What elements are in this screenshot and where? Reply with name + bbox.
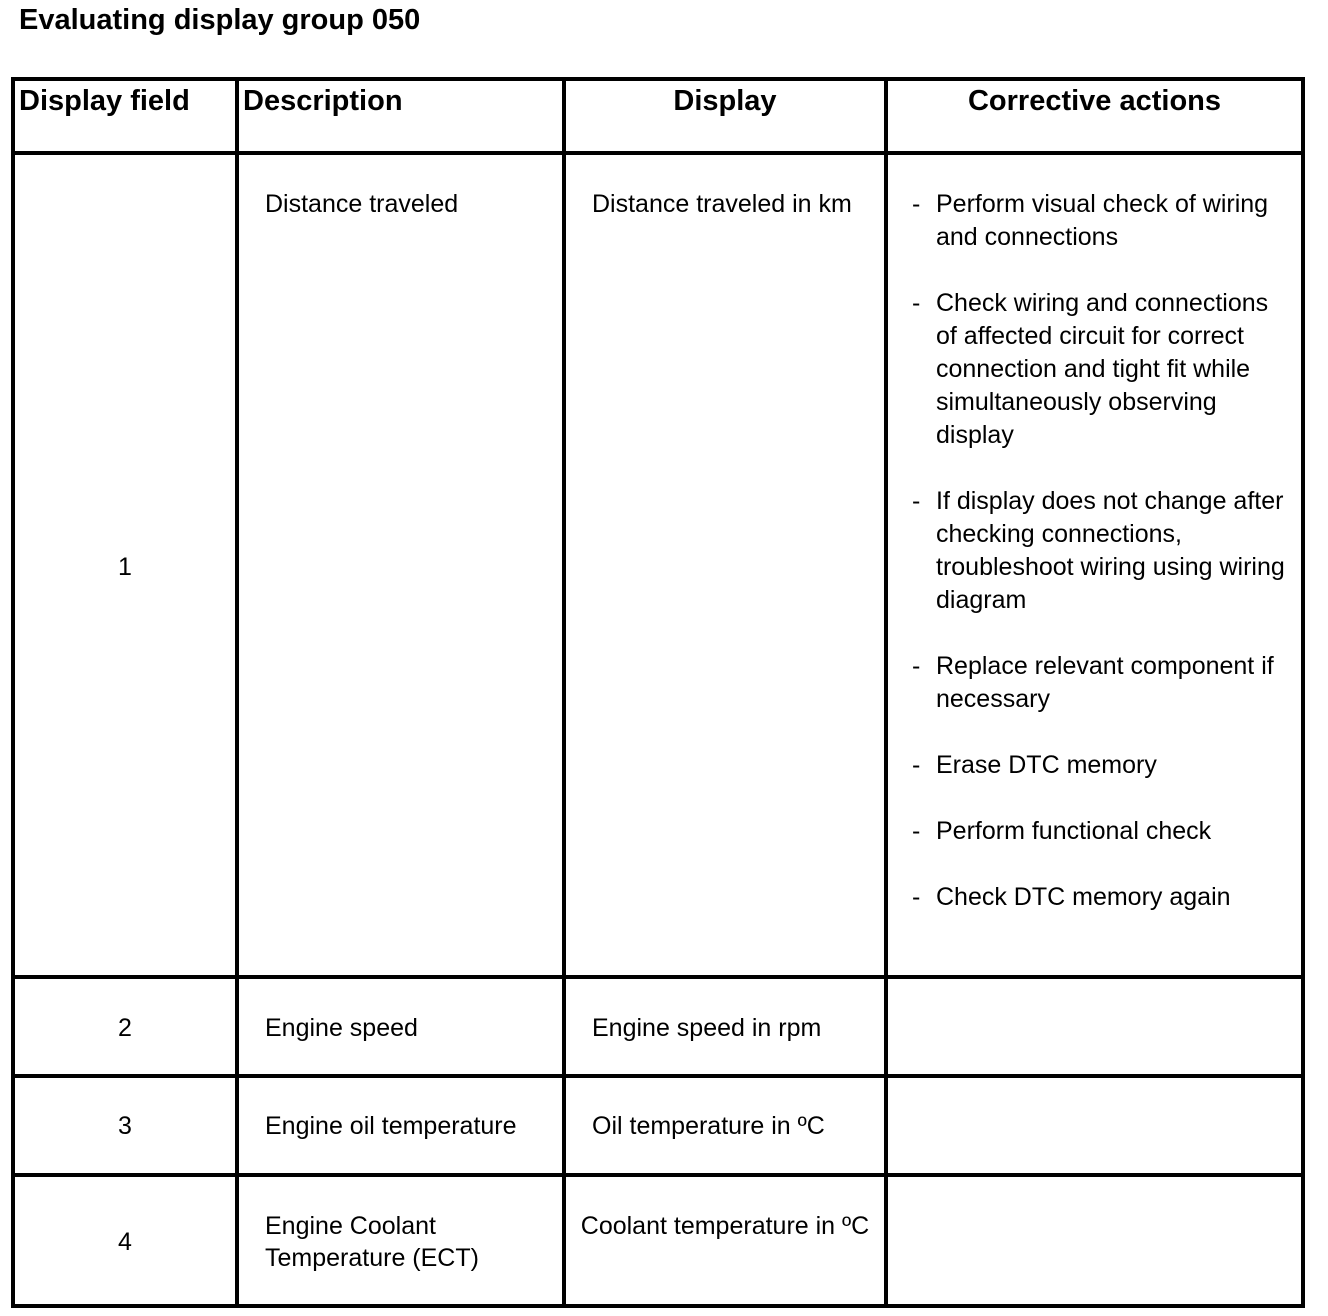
column-divider xyxy=(235,81,239,1304)
row-4-description: Engine Coolant Temperature (ECT) xyxy=(265,1212,479,1272)
action-item: - Perform functional check xyxy=(912,815,1287,848)
row-1-display: Distance traveled in km xyxy=(592,190,852,218)
action-item: - Perform visual check of wiring and connections xyxy=(912,190,1269,251)
row-3-display-field: 3 xyxy=(118,1112,132,1140)
row-1-description: Distance traveled xyxy=(265,190,459,218)
action-item: - Erase DTC memory xyxy=(912,749,1287,782)
row-2-description: Engine speed xyxy=(265,1014,418,1042)
row-3-description: Engine oil temperature xyxy=(265,1112,517,1140)
action-item: - Check DTC memory again xyxy=(912,881,1287,914)
row-divider xyxy=(15,1173,1301,1177)
action-item: - If display does not change after checking connections, troubleshoot wiring using wiring diagram xyxy=(912,487,1285,614)
row-divider xyxy=(15,1074,1301,1078)
header-description: Description xyxy=(243,85,403,117)
action-item: - Check wiring and connections of affected circuit for correct connection and tight fit while simultaneously observing display xyxy=(912,289,1269,449)
row-2-display-field: 2 xyxy=(118,1014,132,1042)
bullet-dash: - xyxy=(912,751,921,779)
row-4-display: Coolant temperature in ºC xyxy=(580,1212,870,1240)
bullet-dash: - xyxy=(912,289,921,317)
bullet-dash: - xyxy=(912,487,921,515)
bullet-dash: - xyxy=(912,883,921,911)
display-group-table xyxy=(11,77,1305,1308)
header-display-field: Display field xyxy=(19,85,190,117)
row-4-display-field: 4 xyxy=(118,1228,132,1256)
row-1-display-field: 1 xyxy=(118,553,132,581)
row-divider xyxy=(15,975,1301,979)
column-divider xyxy=(884,81,888,1304)
header-corrective-actions: Corrective actions xyxy=(967,85,1222,117)
row-1-corrective-actions xyxy=(912,188,1287,947)
action-item: - Replace relevant component if necessary xyxy=(912,652,1274,713)
bullet-dash: - xyxy=(912,652,921,680)
column-divider xyxy=(562,81,566,1304)
header-display: Display xyxy=(673,85,777,117)
row-3-display: Oil temperature in ºC xyxy=(592,1112,825,1140)
row-2-display: Engine speed in rpm xyxy=(592,1014,822,1042)
bullet-dash: - xyxy=(912,190,921,218)
bullet-dash: - xyxy=(912,817,921,845)
row-divider xyxy=(15,151,1301,155)
page-title: Evaluating display group 050 xyxy=(19,4,421,36)
